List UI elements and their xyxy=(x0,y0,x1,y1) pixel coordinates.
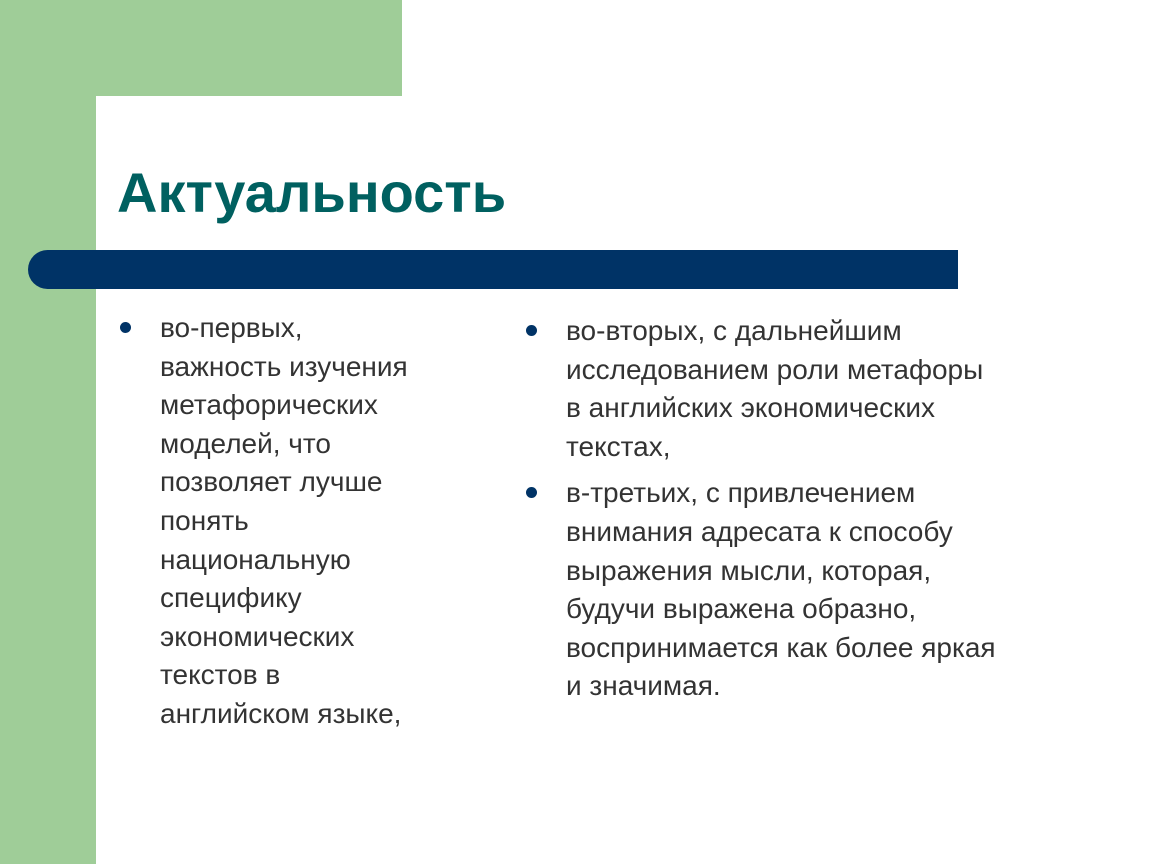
bullet-line: и значимая. xyxy=(566,670,721,702)
bullet-line: будучи выражена образно, xyxy=(566,593,917,625)
green-side-band xyxy=(0,0,96,864)
bullet-dot-icon xyxy=(120,322,131,333)
bullet-item-first xyxy=(118,309,448,734)
bullet-line: важность изучения xyxy=(160,350,408,382)
left-bullet-list xyxy=(118,309,448,734)
bullet-line: текстов в xyxy=(160,659,281,691)
bullet-line: экономических xyxy=(160,620,355,652)
green-top-band xyxy=(0,0,402,96)
bullet-line: метафорических xyxy=(160,389,378,421)
bullet-line: понять xyxy=(160,504,249,536)
bullet-item-second xyxy=(524,312,1084,466)
bullet-line: исследованием роли метафоры xyxy=(566,353,984,385)
bullet-item-third xyxy=(524,474,1084,706)
bullet-line: моделей, что xyxy=(160,427,331,459)
bullet-line: позволяет лучше xyxy=(160,466,383,498)
bullet-line: во-первых, xyxy=(160,312,303,343)
bullet-line: специфику xyxy=(160,582,302,614)
bullet-line: внимания адресата к способу xyxy=(566,515,953,547)
bullet-dot-icon xyxy=(526,325,537,336)
bullet-line: во-вторых, с дальнейшим xyxy=(566,315,902,346)
bullet-line: выражения мысли, которая, xyxy=(566,554,932,586)
bullet-line: английском языке, xyxy=(160,697,402,729)
bullet-dot-icon xyxy=(526,487,537,498)
bullet-line: в английских экономических xyxy=(566,392,935,424)
bullet-line: национальную xyxy=(160,543,351,575)
title-divider-bar xyxy=(28,250,958,289)
bullet-line: в-третьих, с привлечением xyxy=(566,477,916,509)
right-bullet-list xyxy=(524,312,1084,706)
bullet-line: текстах, xyxy=(566,430,671,462)
bullet-line: воспринимается как более яркая xyxy=(566,631,996,663)
slide-title: Актуальность xyxy=(117,161,507,224)
